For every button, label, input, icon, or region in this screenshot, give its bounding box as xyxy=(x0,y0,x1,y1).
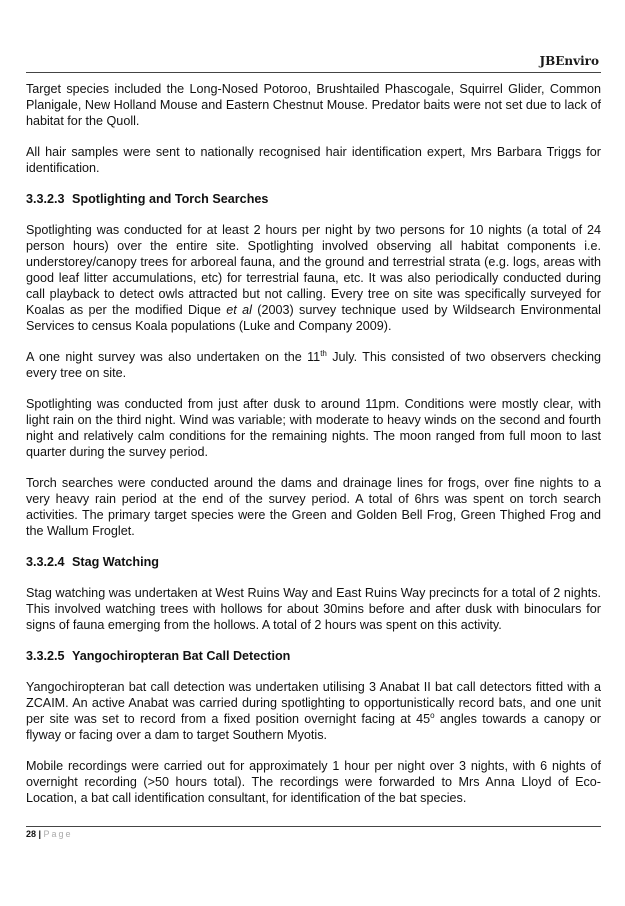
paragraph-mobile-recordings: Mobile recordings were carried out for approximately 1 hour per night over 3 nights, with 6 nights of overnight recording (>50 hours total). The recordings were forwarded to Mrs Anna Lloyd of Eco-Location, a bat call identification consultant, for identification of the bat species. xyxy=(26,759,601,805)
section-number: 3.3.2.3 xyxy=(26,192,65,206)
section-heading-bat-call xyxy=(26,648,601,664)
paragraph-stag-watching: Stag watching was undertaken at West Ruins Way and East Ruins Way precincts for a total of 2 nights. This involved watching trees with hollows for about 30mins before and after dusk with binoculars for signs of fauna emerging from the hollows. A total of 2 hours was spent on this activity. xyxy=(26,586,601,632)
section-number: 3.3.2.4 xyxy=(26,555,65,569)
section-heading-spotlighting xyxy=(26,191,601,207)
paragraph-bat-detection xyxy=(26,679,601,743)
section-title: Spotlighting and Torch Searches xyxy=(72,192,269,206)
page-number: 28 xyxy=(26,829,37,839)
section-title: Yangochiropteran Bat Call Detection xyxy=(72,649,291,663)
text-run: Yangochiropteran bat call detection was undertaken utilising 3 Anabat II bat call detectors fitted with a ZCAIM. An active Anabat was carried during spotlighting to opportunistically record bats, and one unit per site was set to record from a fixed position overnight facing at 45 xyxy=(26,680,601,726)
footer-divider xyxy=(26,826,601,827)
header-divider xyxy=(26,72,601,73)
paragraph-conditions: Spotlighting was conducted from just after dusk to around 11pm. Conditions were mostly clear, with light rain on the third night. Wind was variable; with moderate to heavy winds on the second and fourth night and relatively calm conditions for the remaining nights. The moon ranged from full moon to last quarter during the survey period. xyxy=(26,397,601,459)
italic-text: et al xyxy=(226,303,252,317)
text-run: (2003) survey technique used by Wildsearch Environmental Services to census Koala populations (Luke and Company 2009). xyxy=(26,303,601,333)
text-run: July. This consisted of two observers checking every tree on site. xyxy=(26,350,601,380)
superscript: o xyxy=(430,710,435,720)
paragraph-one-night-survey xyxy=(26,349,601,381)
section-heading-stag-watching xyxy=(26,554,601,570)
page-footer xyxy=(26,829,73,839)
brand-logo-text: JBEnviro xyxy=(539,54,599,68)
paragraph-spotlighting-method xyxy=(26,222,601,334)
paragraph-target-species: Target species included the Long-Nosed Potoroo, Brushtailed Phascogale, Squirrel Glider, Common Planigale, New Holland Mouse and Eastern Chestnut Mouse. Predator baits were not set due to lack of habitat for the Quoll. xyxy=(26,82,601,128)
paragraph-hair-samples: All hair samples were sent to nationally recognised hair identification expert, Mrs Barbara Triggs for identification. xyxy=(26,145,601,175)
text-run: Spotlighting was conducted for at least 2 hours per night by two persons for 10 nights (a total of 24 person hours) over the entire site. Spotlighting involved observing all habitat components i.e. understorey/canopy trees for arboreal fauna, and the ground and terrestrial strata (e.g. logs, areas with good leaf litter accumulations, etc) for terrestrial fauna, etc. It was also periodically conducted during call playback to detect owls attracted but not calling. Every tree on site was specifically surveyed for Koalas as per the modified Dique xyxy=(26,223,601,317)
superscript: th xyxy=(320,348,327,358)
footer-separator: | xyxy=(36,829,44,839)
paragraph-torch-searches: Torch searches were conducted around the dams and drainage lines for frogs, over fine nights to a very heavy rain period at the end of the survey period. A total of 6hrs was spent on torch search activities. The primary target species were the Green and Golden Bell Frog, Green Thighed Frog and the Wallum Froglet. xyxy=(26,476,601,538)
text-run: A one night survey was also undertaken on the 11 xyxy=(26,350,321,364)
section-number: 3.3.2.5 xyxy=(26,649,65,663)
section-title: Stag Watching xyxy=(72,555,159,569)
page-label: Page xyxy=(43,829,73,839)
text-run: angles towards a canopy or flyway or facing over a dam to target Southern Myotis. xyxy=(26,712,601,742)
document-body xyxy=(26,81,601,821)
